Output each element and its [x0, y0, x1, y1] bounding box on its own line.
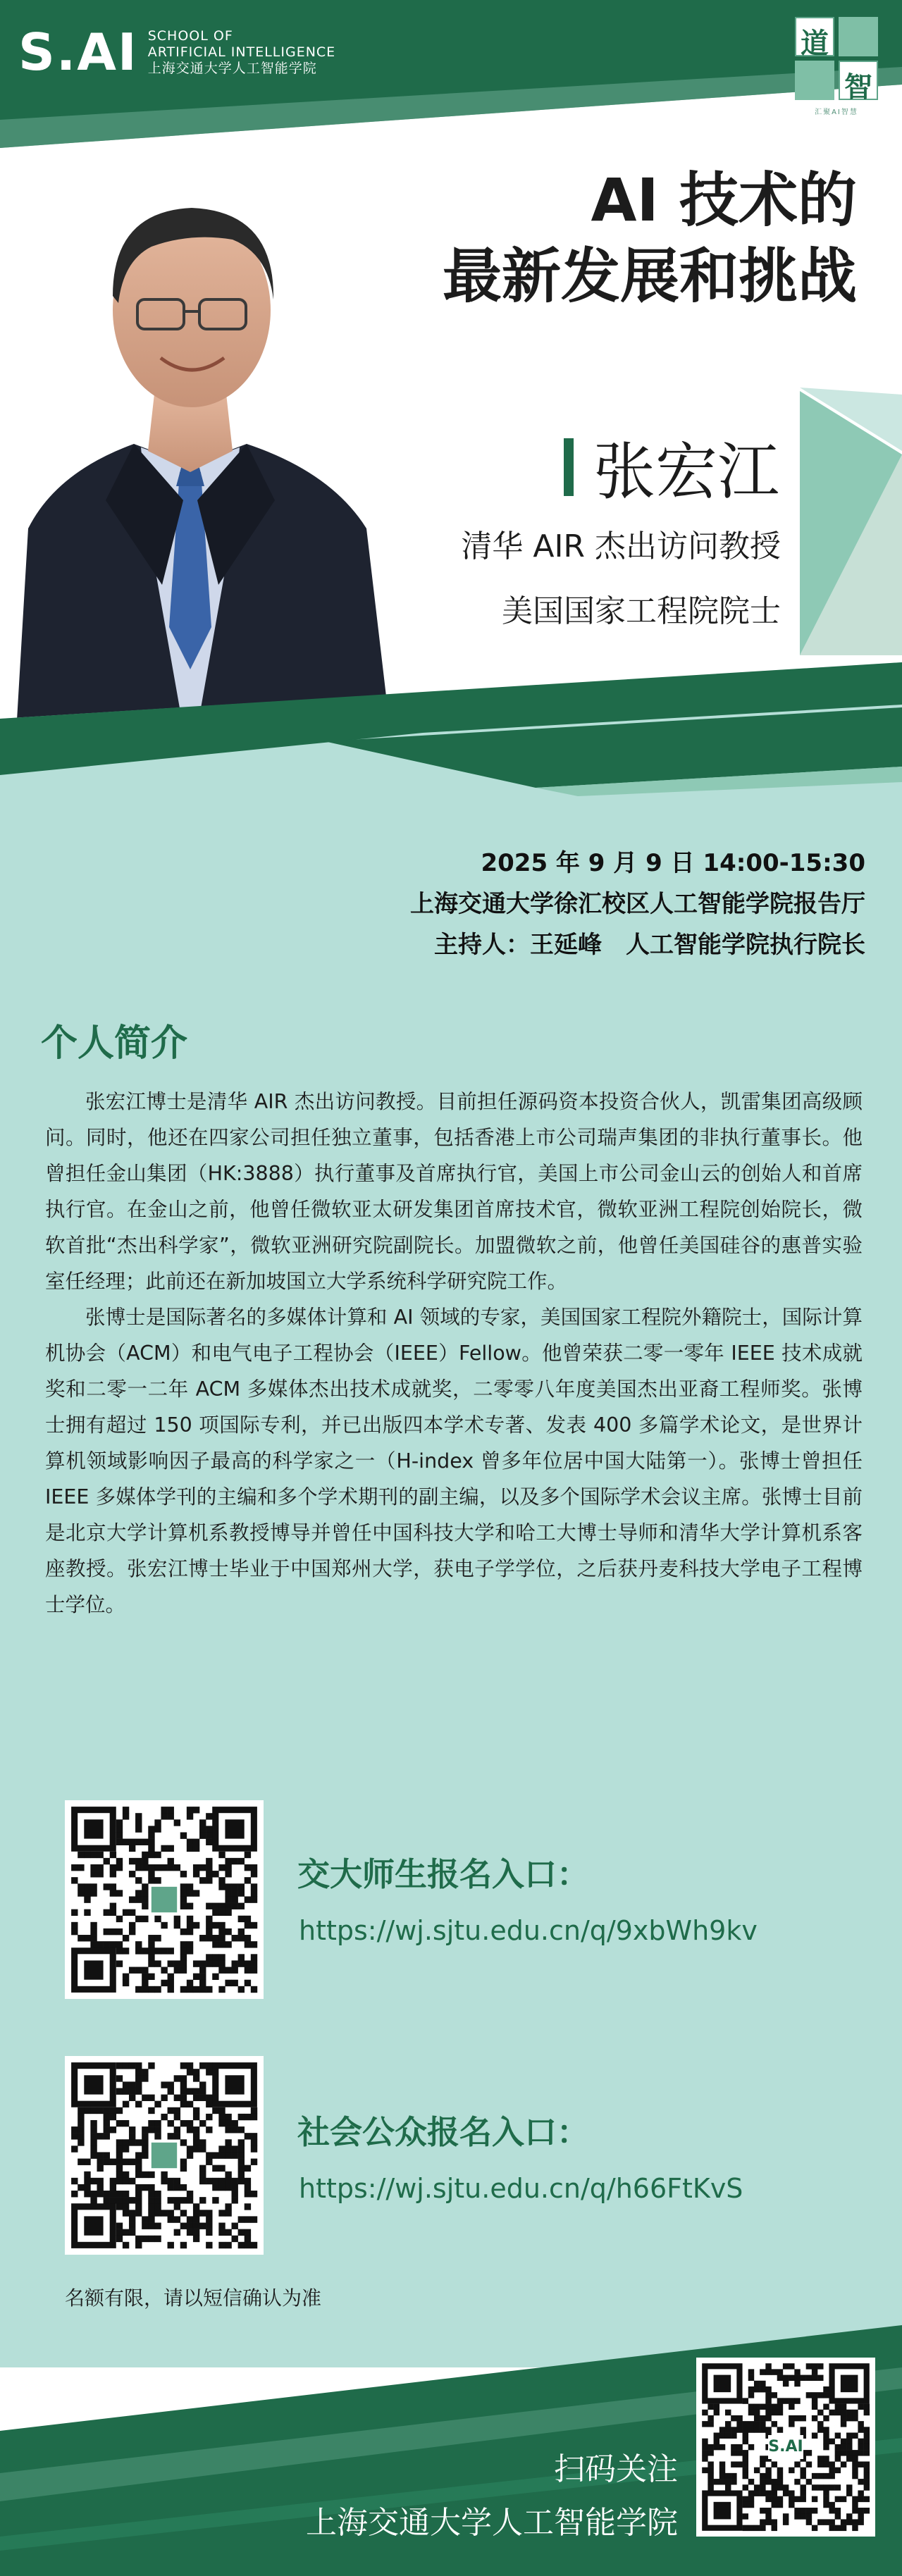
- event-host: 主持人：王延峰 人工智能学院执行院长: [434, 931, 865, 959]
- event-venue: 上海交通大学徐汇校区人工智能学院报告厅: [410, 890, 865, 918]
- qr-code-follow[interactable]: [696, 2358, 875, 2537]
- speaker-name: [564, 423, 779, 512]
- sai-logo-mark: S.AI: [18, 23, 138, 82]
- registration-link-students[interactable]: https://wj.sjtu.edu.cn/q/9xbWh9kv: [299, 1915, 758, 1946]
- qr-code-icon: [65, 2056, 264, 2255]
- qr-code-public[interactable]: [65, 2056, 264, 2255]
- speaker-name-text: 张宏江: [593, 435, 780, 508]
- bio-text: [45, 1084, 863, 1623]
- school-name-line1: SCHOOL OF: [147, 27, 233, 44]
- series-logo-glyph-2: 智: [844, 71, 872, 104]
- speaker-roles: [461, 514, 781, 644]
- series-logo-glyph-1: 道: [801, 27, 829, 60]
- quota-note: 名额有限，请以短信确认为准: [65, 2286, 322, 2310]
- talk-title-line2: 最新发展和挑战: [442, 242, 857, 311]
- talk-title: [443, 162, 857, 314]
- school-name-cn: 上海交通大学人工智能学院: [147, 60, 317, 76]
- qr-center-logo: S.AI: [768, 2435, 803, 2459]
- registration-label-public: 社会公众报名入口：: [297, 2113, 589, 2151]
- name-accent-bar: [564, 438, 574, 496]
- speaker-role-1: 清华 AIR 杰出访问教授: [461, 528, 781, 564]
- qr-code-icon: [65, 1800, 264, 1999]
- bio-paragraph-1: 张宏江博士是清华 AIR 杰出访问教授。目前担任源码资本投资合伙人，凯雷集团高级顾问。同时，他还在四家公司担任独立董事，包括香港上市公司瑞声集团的非执行董事长。他曾担任金山集团（HK:3888）执行董事及首席执行官，美国上市公司金山云的创始人和首席执行官。在金山之前，他曾任微软亚太研发集团首席技术官，微软亚洲工程院创始院长，微软首批“杰出科学家”，微软亚洲研究院副院长。加盟微软之前，他曾任美国硅谷的惠普实验室任经理；此前还在新加坡国立大学系统科学研究院工作。: [45, 1090, 863, 1293]
- follow-line-1: 扫码关注: [554, 2451, 678, 2487]
- speaker-role-2: 美国国家工程院院士: [502, 593, 781, 629]
- registration-label-students: 交大师生报名入口：: [297, 1855, 589, 1893]
- follow-line-2: 上海交通大学人工智能学院: [306, 2505, 678, 2541]
- follow-text: [306, 2443, 678, 2550]
- series-logo-caption: 汇聚AI智慧: [815, 109, 858, 116]
- bio-paragraph-2: 张博士是国际著名的多媒体计算和 AI 领域的专家，美国国家工程院外籍院士，国际计算机协会（ACM）和电气电子工程协会（IEEE）Fellow。他曾荣获二零一零年 IEEE 技术成就奖和二零一二年 ACM 多媒体杰出技术成就奖，二零零八年度美国杰出亚裔工程师奖。张博士拥有超过 150 项国际专利，并已出版四本学术专著、发表 400 多篇学术论文，是世界计算机领域影响因子最高的科学家之一（H-index 曾多年位居中国大陆第一）。张博士曾担任 IEEE 多媒体学刊的主编和多个学术期刊的副主编，以及多个国际学术会议主席。张博士目前是北京大学计算机系教授博导并曾任中国科技大学和哈工大博士导师和清华大学计算机系客座教授。张宏江博士毕业于中国郑州大学，获电子学学位，之后获丹麦科技大学电子工程博士学位。: [45, 1306, 863, 1616]
- qr-code-students[interactable]: [65, 1800, 264, 1999]
- bio-heading: 个人简介: [41, 1022, 188, 1065]
- event-info: [410, 843, 865, 965]
- school-name-line2: ARTIFICIAL INTELLIGENCE: [147, 44, 336, 60]
- registration-link-public[interactable]: https://wj.sjtu.edu.cn/q/h66FtKvS: [299, 2173, 743, 2204]
- event-datetime: 2025 年 9 月 9 日 14:00-15:30: [481, 849, 865, 877]
- talk-title-line1: AI 技术的: [591, 166, 857, 235]
